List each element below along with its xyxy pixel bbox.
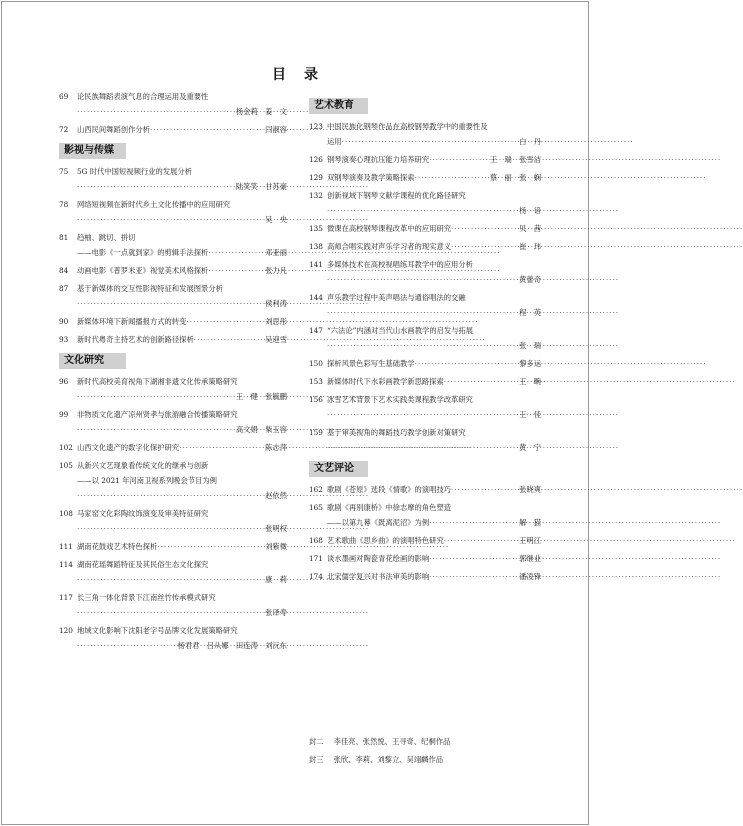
indent [59,476,77,486]
toc-entry [59,626,287,651]
toc-line [59,443,287,453]
page-number: 144 [309,293,323,302]
toc-entry [59,200,287,225]
indent [59,524,77,534]
leader-dots [77,425,232,435]
indent [309,518,327,528]
toc-entry [59,167,287,192]
article-authors: 康 莉 [265,575,287,584]
toc-line [59,593,287,603]
toc-line [59,461,287,471]
page-number: 105 [59,461,73,470]
leader-dots [208,266,261,276]
page-number: 129 [309,173,323,182]
page-number: 117 [59,593,73,602]
toc-line [309,155,541,165]
article-title: 马家窑文化彩陶纹饰演变及审美特征研究 [77,509,209,518]
leader-dots [150,125,261,135]
page-number: 120 [59,626,73,635]
cover-credits [309,737,460,773]
leader-dots [444,536,515,546]
article-authors: 白 丹 [519,137,541,146]
article-subtitle: ——以第九幕《既离泥沼》为例 [327,518,430,527]
article-authors: 郭继业 [519,554,541,563]
leader-dots [327,206,515,216]
toc-line [309,395,541,405]
article-title: 冰雪艺术背景下艺术实践类课程教学改革研究 [327,395,473,404]
cover-credit-line [309,737,460,747]
leader-dots [77,392,232,402]
toc-line [59,92,287,102]
toc-line [59,491,287,501]
article-authors: 杨金莉 姜 文 [235,107,287,116]
leader-dots [451,485,515,495]
leader-dots [342,137,516,147]
cover-text: 李佳亮、张然悦、王寻奇、纪桐作品 [333,737,451,746]
article-title: 网络短视频在新时代乡土文化传播中的应用研究 [77,200,231,209]
indent [309,341,327,351]
toc-entry [309,395,541,420]
article-authors: 贝 茜 [519,224,541,233]
toc-line [309,224,541,234]
toc-entry [309,554,541,564]
article-title: 趋柚、跳切、拼切 [77,233,136,242]
page-number: 165 [309,503,323,512]
article-title: 5G 时代中国短视频行业的发展分析 [77,167,192,176]
article-authors: 王 健 张毓鹏 [235,392,287,401]
indent [309,275,327,285]
toc-line [59,299,287,309]
article-authors: 刘紫微 [265,542,287,551]
toc-entry [59,266,287,276]
cover-label: 封三 [309,755,324,764]
indent [59,575,77,585]
page-number: 174 [309,572,323,581]
article-authors: 张晓爽 [519,485,541,494]
leader-dots [77,491,261,501]
article-authors: 黄 宁 [519,443,541,452]
leader-dots [77,641,174,651]
toc-line [59,182,287,192]
toc-line [59,509,287,519]
toc-entry [59,377,287,402]
section-heading: 影视与传媒 [59,143,126,159]
leader-dots [415,173,486,183]
toc-entry [309,191,541,216]
indent [309,308,327,318]
toc-entry [59,317,287,327]
toc-entry [59,92,287,117]
indent [59,215,77,225]
indent [59,641,77,651]
toc-line [309,485,541,495]
leader-dots [451,224,515,234]
article-title: 基于新媒体的交互性影视特征和发展图景分析 [77,284,223,293]
leader-dots [77,107,232,117]
page-number: 78 [59,200,69,209]
page-number: 141 [309,260,323,269]
article-title: 湖南花鼓戏艺术特色探析 [77,542,158,551]
indent [59,425,77,435]
article-title: 湖南花瑶舞蹈特征及其民俗生态文化探究 [77,560,209,569]
page-number: 138 [309,242,323,251]
page-number: 132 [309,191,323,200]
page-number: 96 [59,377,69,386]
indent [59,491,77,501]
article-authors: 张力凡 [265,266,287,275]
page-number: 168 [309,536,323,545]
article-authors: 闫淑容 [265,125,287,134]
toc-entry [59,284,287,309]
article-title: 山西民间舞蹈创作分析 [77,125,150,134]
toc-line [309,359,541,369]
toc-line [59,284,287,294]
toc-entry [309,428,541,453]
article-authors: 蔡 丽 张 娴 [489,173,541,182]
article-authors: 王明江 [519,536,541,545]
toc-line [59,125,287,135]
page-number: 87 [59,284,69,293]
article-authors: 高文娟 柴玉容 [235,425,287,434]
toc-line [309,173,541,183]
article-title: “六法论”内涵对当代山水画教学的启发与拓展 [327,326,474,335]
toc-entry [309,536,541,546]
toc-entry [309,224,541,234]
cover-credit-line [309,755,460,765]
toc-line [309,206,541,216]
article-title: 新时代高校美育视角下湖湘非遗文化传承策略研究 [77,377,238,386]
toc-line [309,443,541,453]
leader-dots [77,608,261,618]
toc-line [59,476,287,486]
toc-line [309,191,541,201]
article-title: 微课在高校钢琴课程改革中的应用研究 [327,224,452,233]
article-authors: 吴迎雪 [265,335,287,344]
toc-line [59,377,287,387]
leader-dots [157,542,261,552]
toc-line [309,293,541,303]
cover-label: 封二 [309,737,324,746]
toc-entry [59,443,287,453]
toc-line [309,260,541,270]
article-authors: 黄蕾奇 [519,275,541,284]
article-title: 地域文化影响下沈阳老字号品牌文化发展策略研究 [77,626,238,635]
page-number: 81 [59,233,69,242]
indent [59,392,77,402]
toc-line [309,410,541,420]
article-authors: 崔 玮 [519,242,541,251]
article-authors: 陆笑笑 甘苏豪 [235,182,287,191]
article-authors: 王 畹 [519,377,541,386]
indent [59,299,77,309]
toc-line [309,377,541,387]
article-title: 双钢琴演奏及教学策略探索 [327,173,415,182]
article-authors: 陈志萍 [265,443,287,452]
article-authors: 赵依然 [265,491,287,500]
article-authors: 张译寿 [265,608,287,617]
toc-line [59,425,287,435]
toc-line [59,233,287,243]
article-title: 动画电影《普罗米亚》视觉美术风格探析 [77,266,209,275]
leader-dots [77,299,261,309]
cover-text: 张欣、李莉、刘黎立、吴翊麟作品 [333,755,444,764]
article-authors: 刘思彤 [265,317,287,326]
toc-entry [59,233,287,258]
toc-line [309,242,541,252]
toc-entry [309,122,541,147]
toc-entry [59,560,287,585]
toc-line [59,575,287,585]
article-title: 从新兴文艺现象看传统文化的继承与创新 [77,461,209,470]
toc-entry [59,410,287,435]
toc-line [309,518,541,528]
leader-dots [194,335,261,345]
article-title: 基于审美视角的舞蹈技巧教学创新对策研究 [327,428,466,437]
toc-entry [59,335,287,345]
leader-dots [444,377,515,387]
toc-line [309,536,541,546]
page-number: 159 [309,428,323,437]
page-number: 75 [59,167,69,176]
article-authors: 王 瑞 张雪洁 [489,155,541,164]
toc-line [59,248,287,258]
page-number: 150 [309,359,323,368]
toc-line [309,275,541,285]
article-title: 北宋儒学复兴对书法审美的影响 [327,572,430,581]
toc-entry [59,509,287,534]
toc-entry [309,572,541,582]
article-authors: 张 瑞 [519,341,541,350]
page-number: 147 [309,326,323,335]
toc-entry [309,503,541,528]
indent [59,248,77,258]
section-heading: 艺术教育 [309,98,368,114]
article-title: 多媒体技术在高校视唱练耳教学中的应用分析 [327,260,473,269]
leader-dots [208,248,261,258]
toc-line [59,542,287,552]
toc-line [59,410,287,420]
article-authors: 程 英 [519,308,541,317]
page-number: 126 [309,155,323,164]
toc-line [59,266,287,276]
page-number: 156 [309,395,323,404]
article-title: 新时代粤奇主持艺术的创新路径探析 [77,335,194,344]
toc-line [309,122,541,132]
article-authors: 解 猫 [519,518,541,527]
toc-entry [309,155,541,165]
page-number: 111 [59,542,73,551]
article-title: 新媒体时代下水彩画教学新思路探索 [327,377,444,386]
toc-line [59,200,287,210]
article-title: 探析风景色彩写生基础教学 [327,359,415,368]
toc-line [59,107,287,117]
leader-dots [451,242,515,252]
article-title: 谈水墨画对陶瓷青花绘画的影响 [327,554,430,563]
toc-entry [59,593,287,618]
indent [59,182,77,192]
toc-line [59,215,287,225]
article-authors: 杨君君 吕从娜 田连涛 刘沅东 [177,641,287,650]
toc-line [59,641,287,651]
article-title: 歌剧《再别康桥》中徐志摩的角色塑造 [327,503,452,512]
left-column [59,92,287,659]
article-subtitle: ——电影《一点就到家》的剪辑手法探析 [77,248,209,257]
toc-line [309,428,541,438]
toc-line [309,308,541,318]
toc-line [309,503,541,513]
page-number: 114 [59,560,73,569]
article-authors: 吴 央 [265,215,287,224]
leader-dots [327,308,515,318]
article-authors: 侯利涛 [265,299,287,308]
page-number: 93 [59,335,69,344]
page-number: 84 [59,266,69,275]
indent [309,206,327,216]
article-authors: 黎多运 [519,359,541,368]
leader-dots [429,155,486,165]
page-number: 69 [59,92,69,101]
leader-dots [429,572,515,582]
leader-dots [327,341,515,351]
toc-line [309,341,541,351]
toc-entry [309,326,541,351]
toc-entry [309,377,541,387]
article-title: 钢琴演奏心理抗压能力培养研究 [327,155,430,164]
page-number: 108 [59,509,73,518]
article-title: 新媒体环境下新闻播报方式的转变 [77,317,187,326]
toc-entry [59,461,287,501]
section-heading: 文化研究 [59,353,126,369]
article-authors: 张明权 [265,524,287,533]
leader-dots [77,215,261,225]
article-title: 声乐教学过程中美声唱法与通俗唱法的交融 [327,293,466,302]
article-authors: 潘凌锋 [519,572,541,581]
toc-line [309,137,541,147]
toc-line [59,392,287,402]
toc-entry [309,293,541,318]
toc-line [59,317,287,327]
article-title: 歌剧《苍原》选段《情歌》的演唱技巧 [327,485,452,494]
indent [309,443,327,453]
leader-dots [415,359,516,369]
page-number: 72 [59,125,69,134]
page-title: 目录 [272,67,336,83]
page-number: 153 [309,377,323,386]
article-title-cont: 运用 [327,137,342,146]
toc-entry [59,542,287,552]
toc-entry [309,242,541,252]
toc-line [59,167,287,177]
page-number: 99 [59,410,69,419]
article-authors: 邓亚丽 [265,248,287,257]
page-number: 90 [59,317,69,326]
leader-dots [327,410,515,420]
right-column [309,92,541,590]
toc-entry [309,173,541,183]
toc-entry [59,125,287,135]
leader-dots [77,524,261,534]
leader-dots [179,443,261,453]
article-title: 论民族舞蹈表演气息的合理运用及重要性 [77,92,209,101]
toc-line [59,524,287,534]
article-title: 艺术歌曲《思乡曲》的演唱特色研究 [327,536,444,545]
page-number: 102 [59,443,73,452]
article-title: 高师合唱实践对声乐学习者的现实意义 [327,242,452,251]
leader-dots [186,317,261,327]
article-title: 非物质文化遗产凉州贤孝与旅游融合传播策略研究 [77,410,238,419]
page-number: 171 [309,554,323,563]
toc-line [309,326,541,336]
toc-line [309,572,541,582]
indent [309,137,327,147]
page-number: 162 [309,485,323,494]
leader-dots [429,554,515,564]
section-heading: 文艺评论 [309,461,368,477]
page-number: 123 [309,122,323,131]
indent [59,608,77,618]
article-title: 山西文化遗产的数字化保护研究 [77,443,180,452]
article-title: 长三角一体化背景下江南丝竹传承模式研究 [77,593,216,602]
leader-dots [327,275,515,285]
toc-line [59,626,287,636]
toc-entry [309,485,541,495]
article-subtitle: ——以 2021 年河南卫视系列晚会节目为例 [77,476,217,485]
indent [309,410,327,420]
toc-entry [309,359,541,369]
article-title: 创新视域下钢琴文献学课程的优化路径研究 [327,191,466,200]
leader-dots [77,182,232,192]
leader-dots [77,575,261,585]
toc-line [59,560,287,570]
indent [59,107,77,117]
leader-dots [327,443,515,453]
article-authors: 王 佳 [519,410,541,419]
leader-dots [429,518,515,528]
article-title: 中国民族化钢琴作品在高校钢琴教学中的重要性及 [327,122,488,131]
toc-line [309,554,541,564]
toc-line [59,335,287,345]
toc-line [59,608,287,618]
article-authors: 杨 谙 [519,206,541,215]
toc-entry [309,260,541,285]
page-number: 135 [309,224,323,233]
